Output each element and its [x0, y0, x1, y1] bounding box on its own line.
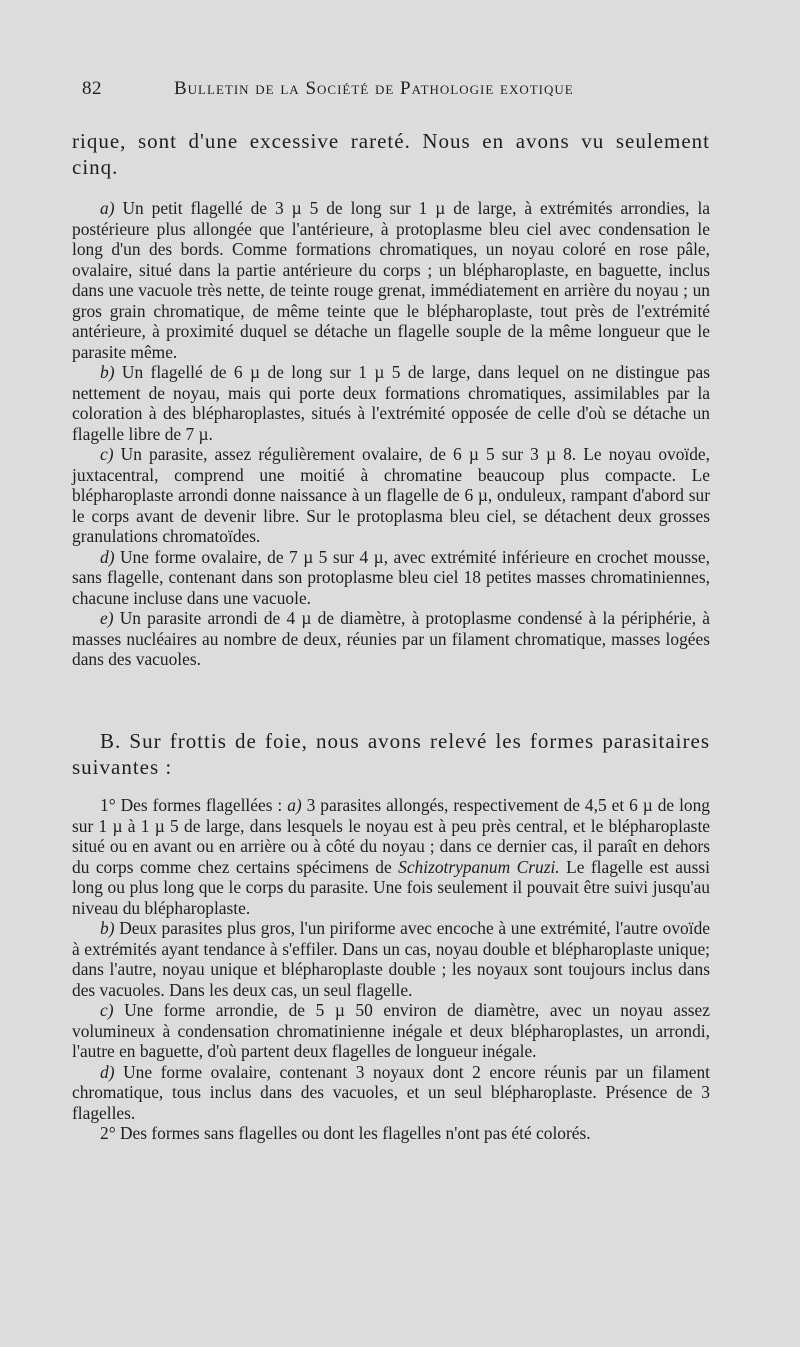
- species-name: Schizotrypanum Cruzi.: [398, 856, 560, 877]
- item-c-liver: [72, 1000, 710, 1062]
- section-b-heading: [72, 728, 710, 780]
- item-d-liver: [72, 1062, 710, 1124]
- item-label: b): [100, 362, 115, 382]
- item-a: [72, 198, 710, 362]
- page-number: 82: [82, 78, 102, 99]
- intro-text: rique, sont d'une excessive rareté. Nous en avons vu seulement cinq.: [72, 129, 710, 179]
- item-text: Une forme ovalaire, de 7 µ 5 sur 4 µ, avec extrémité inférieure en crochet mousse, sans flagelle, contenant dans son protoplasme bleu ciel 18 petites masses chromatiniennes, chacune incluse dans une vacuole.: [72, 546, 710, 608]
- item-text: Un parasite, assez régulièrement ovalaire, de 6 µ 5 sur 3 µ 8. Le noyau ovoïde, juxtacentral, comprend une moitié à chromatine beaucoup plus compacte. Le blépharoplaste arrondi donne naissance à un flagelle de 6 µ, onduleux, rampant d'abord sur le corps avant de devenir libre. Sur le protoplasma bleu ciel, se détachent deux grosses granulations chromatoïdes.: [72, 444, 710, 546]
- item-b: [72, 362, 710, 444]
- item-label: c): [100, 1000, 114, 1020]
- item-text: Deux parasites plus gros, l'un piriforme avec encoche à une extrémité, l'autre ovoïde à extrémités ayant tendance à s'effiler. Dans un cas, noyau double et blépharoplaste unique; dans l'autre, noyau unique et blépharoplaste double ; les noyaux sont toujours inclus dans des vacuoles. Dans les deux cas, un seul flagelle.: [72, 918, 710, 1000]
- item-label: b): [100, 918, 115, 938]
- paragraph-2: 2° Des formes sans flagelles ou dont les flagelles n'ont pas été colorés.: [100, 1123, 591, 1143]
- item-text: Un flagellé de 6 µ de long sur 1 µ 5 de large, dans lequel on ne distingue pas nettement de noyau, mais qui porte deux formations chromatiques, assimilables par la coloration à des blépharoplastes, situés à l'extrémité opposée de celle d'où se détache un flagelle libre de 7 µ.: [72, 362, 710, 444]
- intro-paragraph: [72, 128, 710, 180]
- item-text: Une forme ovalaire, contenant 3 noyaux dont 2 encore réunis par un filament chromatique, tous inclus dans des vacuoles, et un seul blépharoplaste. Présence de 3 flagelles.: [72, 1061, 710, 1123]
- paragraph-1-text-end: Le flagelle est aussi long ou plus long que le corps du parasite. Une fois seulement il pouvait être suivi jusqu'au niveau du blépharoplaste.: [72, 856, 710, 918]
- item-e: [72, 608, 710, 670]
- item-d: [72, 547, 710, 609]
- item-label: e): [100, 608, 114, 628]
- item-text: Un petit flagellé de 3 µ 5 de long sur 1 µ de large, à extrémités arrondies, la postérieure plus allongée que l'antérieure, à protoplasme bleu ciel avec condensation le long d'un des bords. Comme formations chromatiques, un noyau coloré en rose pâle, ovalaire, situé dans la partie antérieure du corps ; un blépharoplaste, en baguette, inclus dans une vacuole très nette, de teinte rouge grenat, immédiatement en arrière du noyau ; un gros grain chromatique, de même teinte que le blépharoplaste, tout près de l'extrémité antérieure, à proximité duquel se détache un flagelle souple de la même longueur que le parasite même.: [72, 198, 710, 362]
- section-b-heading-text: B. Sur frottis de foie, nous avons relevé les formes parasitaires suivantes :: [72, 729, 710, 779]
- item-label: c): [100, 444, 114, 464]
- item-b-liver: [72, 918, 710, 1000]
- paragraph-1: [72, 795, 710, 918]
- journal-title: Bulletin de la Société de Pathologie exotique: [174, 78, 574, 99]
- section-b-body: [72, 795, 710, 1144]
- item-label: d): [100, 546, 115, 567]
- item-text: Une forme arrondie, de 5 µ 50 environ de diamètre, avec un noyau assez volumineux à condensation chromatinienne inégale et deux blépharoplastes, un arrondi, l'autre en baguette, d'où partent deux flagelles de longueur inégale.: [72, 1000, 710, 1061]
- item-label: a): [287, 795, 302, 815]
- paragraph-1-text: 3 parasites allongés, respectivement de 4,5 et 6 µ de long sur 1 µ à 1 µ 5 de large, dans lesquels le noyau est à peu près central, et le blépharoplaste situé ou en avant ou en arrière ou à côté du noyau ; dans ce dernier cas, il paraît en dehors du corps comme chez certains spécimens de: [72, 795, 710, 877]
- item-label: d): [100, 1061, 115, 1082]
- item-label: a): [100, 198, 115, 218]
- item-c: [72, 444, 710, 547]
- paragraph-1-prefix: 1° Des formes flagellées :: [100, 795, 288, 815]
- items-a-section: [72, 198, 710, 670]
- item-text: Un parasite arrondi de 4 µ de diamètre, à protoplasme condensé à la périphérie, à masses nucléaires au nombre de deux, réunies par un filament chromatique, masses logées dans des vacuoles.: [72, 608, 710, 669]
